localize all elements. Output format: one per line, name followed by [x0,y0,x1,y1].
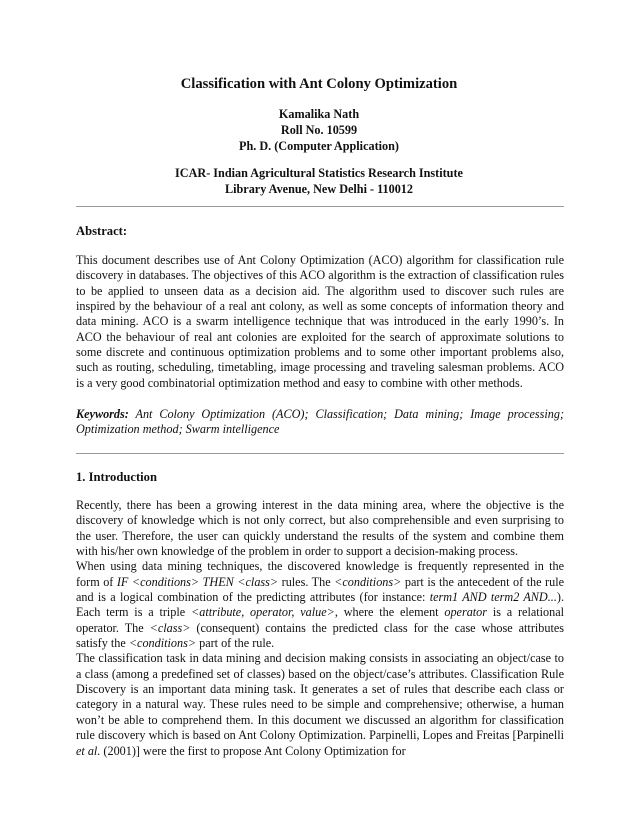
divider [76,206,564,207]
paper-title: Classification with Ant Colony Optimization [180,76,458,92]
author-name: Kamalika Nath [278,107,360,121]
introduction-heading: 1. Introduction [76,470,157,484]
abstract-text: This document describes use of Ant Colony Optimization (ACO) algorithm for classification rule discovery in databases. The objectives of this ACO algorithm is the extraction of classification rules to be applied to unseen data as a decision aid. The algorithm used to discover such rules are inspired by the behaviour of a real ant colony, as well as some concepts of information theory and data mining. ACO is a swarm intelligence technique that was introduced in the early 1990’s. In ACO the behaviour of real ant colonies are exploited for the search of approximate solutions to some discrete and continuous optimization problems and to some other important problems also, such as routing, scheduling, timetabling, image processing and traveling salesman problems. ACO is a very good combinatorial optimization method and easy to combine with other methods. [76,253,564,390]
intro-paragraph-1: Recently, there has been a growing interest in the data mining area, where the objective is the discovery of knowledge which is not only correct, but also comprehensible and even surprising to the user. Therefore, the user can quickly understand the results of the system and combine them with his/her own knowledge of the problem in order to support a decision-making process. [76,498,564,559]
keywords-label: Keywords: [76,407,129,421]
author-roll: Roll No. 10599 [280,123,358,137]
introduction-body [76,498,564,759]
abstract-heading: Abstract: [76,224,128,238]
institute-name: ICAR- Indian Agricultural Statistics Research Institute [175,166,463,180]
keywords [76,407,564,438]
intro-paragraph-2: When using data mining techniques, the discovered knowledge is frequently represented in the form of IF <conditions> THEN <class> rules. The <conditions> part is the antecedent of the rule and is a logical combination of the predicting attributes (for instance: term1 AND term2 AND...). Each term is a triple <attribute, operator, value>, where the element operator is a relational operator. The <class> (consequent) contains the predicted class for the case whose attributes satisfy the <conditions> part of the rule. [76,559,564,651]
author-program: Ph. D. (Computer Application) [239,139,399,153]
divider [76,453,564,454]
institute-address: Library Avenue, New Delhi - 110012 [225,182,413,196]
keywords-text: Ant Colony Optimization (ACO); Classification; Data mining; Image processing; Optimization method; Swarm intelligence [76,407,564,437]
intro-paragraph-3: The classification task in data mining and decision making consists in associating an object/case to a class (among a predefined set of classes) based on the object/case’s attributes. Classification Rule Discovery is an important data mining task. It generates a set of rules that describe each class or category in a natural way. These rules need to be simple and comprehensive; otherwise, a human won’t be able to comprehend them. In this document we discussed an algorithm for classification rule discovery which is based on Ant Colony Optimization. Parpinelli, Lopes and Freitas [Parpinelli et al. (2001)] were the first to propose Ant Colony Optimization for [76,651,564,758]
